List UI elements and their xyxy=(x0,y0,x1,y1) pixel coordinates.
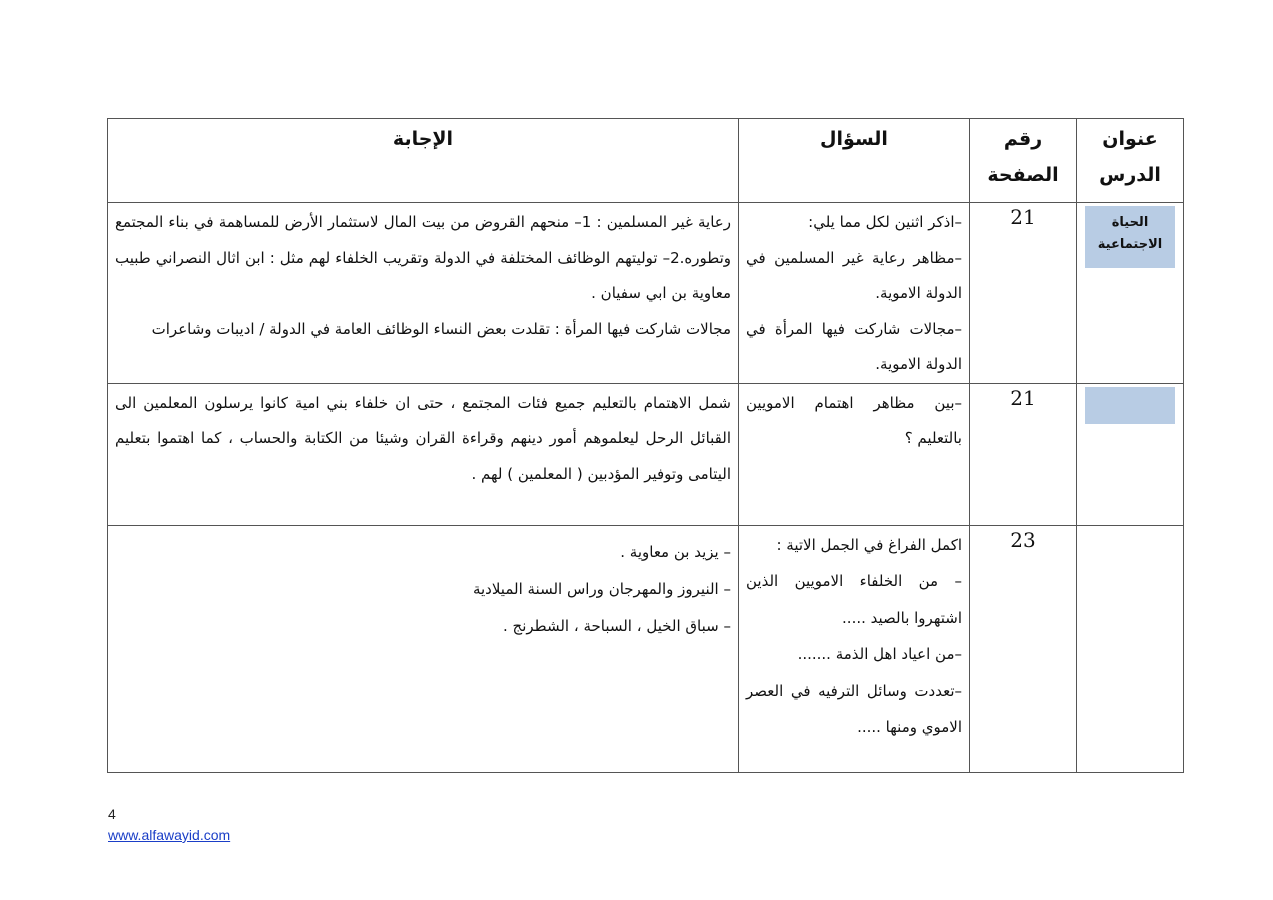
question-line: –بين مظاهر اهتمام الامويين بالتعليم ؟ xyxy=(746,393,962,447)
question-cell xyxy=(739,203,970,384)
header-page-number: رقم الصفحة xyxy=(970,119,1077,203)
question-cell xyxy=(739,383,970,525)
answer-cell xyxy=(108,525,739,772)
question-line: – من الخلفاء الامويين الذين اشتهروا بالصيد ..... xyxy=(746,572,962,627)
page-number-cell: 21 xyxy=(970,203,1077,384)
page-number: 4 xyxy=(108,806,116,822)
header-lesson-title: عنوان الدرس xyxy=(1077,119,1184,203)
question-line: –اذكر اثنين لكل مما يلي: xyxy=(808,213,962,231)
header-row xyxy=(108,119,1184,203)
lesson-table-wrapper xyxy=(107,118,1183,768)
page-number-cell: 21 xyxy=(970,383,1077,525)
answer-cell xyxy=(108,383,739,525)
lesson-title-tag xyxy=(1085,387,1175,424)
answer-line: – سباق الخيل ، السباحة ، الشطرنج . xyxy=(502,616,731,635)
question-line: –تعددت وسائل الترفيه في العصر الاموي ومنها ..... xyxy=(746,681,962,736)
question-line: –من اعياد اهل الذمة ....... xyxy=(797,645,962,663)
lesson-title-cell xyxy=(1077,203,1184,384)
answer-line: – يزيد بن معاوية . xyxy=(620,542,731,561)
page-number-cell: 23 xyxy=(970,525,1077,772)
lesson-title-tag: الحياة الاجتماعية xyxy=(1085,206,1175,268)
answer-line: شمل الاهتمام بالتعليم جميع فئات المجتمع ، حتى ان خلفاء بني امية كانوا يرسلون المعلمين الى القبائل الرحل ليعلموهم أمور دينهم وقراءة القران وشيئا من الكتابة والحساب ، كما اهتموا بتعليم اليتامى وتوفير المؤدبين ( المعلمين ) لهم . xyxy=(115,393,731,483)
answer-line: رعاية غير المسلمين : 1– منحهم القروض من بيت المال لاستثمار الأرض للمساهمة في بناء المجتمع وتطوره.2– توليتهم الوظائف المختلفة في الدولة وتقريب الخلفاء لهم مثل : ابن اثال النصراني طبيب معاوية بن ابي سفيان . xyxy=(115,213,731,302)
answer-line: مجالات شاركت فيها المرأة : تقلدت بعض النساء الوظائف العامة في الدولة / اديبات وشاعرات xyxy=(151,319,731,338)
table-row xyxy=(108,203,1184,384)
question-cell xyxy=(739,525,970,772)
answer-cell xyxy=(108,203,739,384)
question-line: اكمل الفراغ في الجمل الاتية : xyxy=(776,535,962,554)
table-row xyxy=(108,383,1184,525)
website-link[interactable]: www.alfawayid.com xyxy=(108,827,231,843)
table-row xyxy=(108,525,1184,772)
lesson-title-cell xyxy=(1077,383,1184,525)
question-line: –مظاهر رعاية غير المسلمين في الدولة الاموية. xyxy=(746,248,962,302)
lesson-qa-table xyxy=(107,118,1184,773)
answer-line: – النيروز والمهرجان وراس السنة الميلادية xyxy=(472,579,731,598)
question-line: –مجالات شاركت فيها المرأة في الدولة الاموية. xyxy=(746,319,962,373)
lesson-title-cell xyxy=(1077,525,1184,772)
header-answer: الإجابة xyxy=(108,119,739,203)
header-question: السؤال xyxy=(739,119,970,203)
